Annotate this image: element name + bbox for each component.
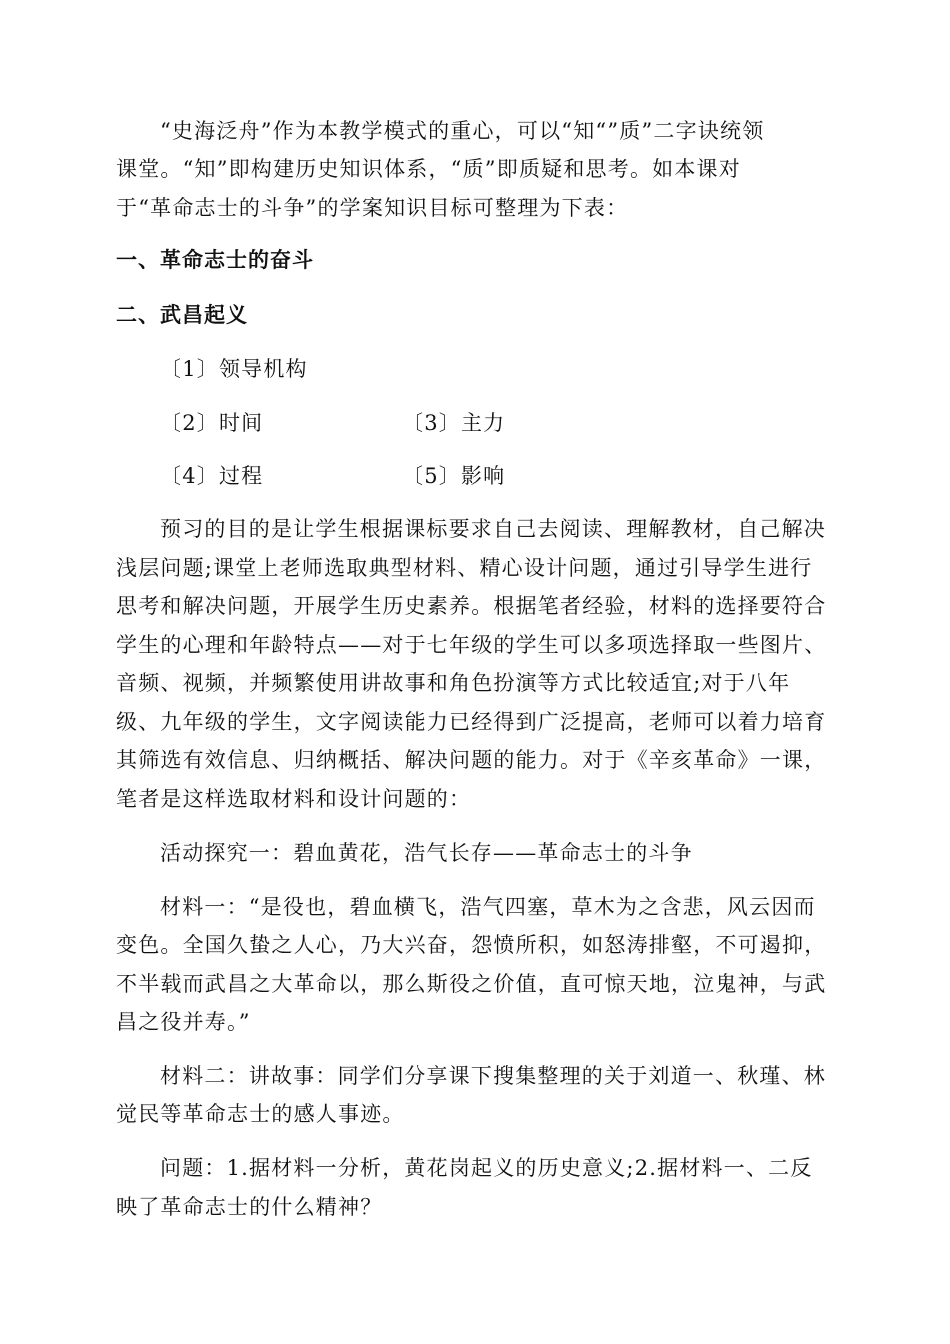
question-line: 问题：1.据材料一分析，黄花岗起义的历史意义;2.据材料一、二反 <box>160 1156 813 1180</box>
paragraph-intro-line: “史海泛舟”作为本教学模式的重心，可以“知“”质”二字诀统领 <box>160 119 765 143</box>
heading-wuchang-uprising: 二、武昌起义 <box>116 303 248 327</box>
paragraph-preview-line: 思考和解决问题，开展学生历史素养。根据笔者经验，材料的选择要符合 <box>116 594 827 618</box>
paragraph-preview-line: 预习的目的是让学生根据课标要求自己去阅读、理解教材，自己解决 <box>160 517 826 541</box>
material-one-line: 昌之役并寿。” <box>116 1010 251 1034</box>
heading-struggle: 一、革命志士的奋斗 <box>116 248 314 272</box>
paragraph-intro-line: 课堂。“知”即构建历史知识体系，“质”即质疑和思考。如本课对 <box>116 157 741 181</box>
paragraph-preview-line: 笔者是这样选取材料和设计问题的： <box>116 787 472 811</box>
paragraph-preview-line: 学生的心理和年龄特点——对于七年级的学生可以多项选择取一些图片、 <box>116 633 827 657</box>
paragraph-preview-line: 级、九年级的学生，文字阅读能力已经得到广泛提高，老师可以着力培育 <box>116 710 827 734</box>
material-one-line: 不半载而武昌之大革命以，那么斯役之价值，直可惊天地，泣鬼神，与武 <box>116 972 827 996</box>
paragraph-preview-line: 音频、视频，并频繁使用讲故事和角色扮演等方式比较适宜;对于八年 <box>116 671 791 695</box>
material-two-line: 材料二：讲故事：同学们分享课下搜集整理的关于刘道一、秋瑾、林 <box>160 1064 826 1088</box>
item-leadership: 〔1〕领导机构 <box>160 357 308 381</box>
activity-title: 活动探究一：碧血黄花，浩气长存——革命志士的斗争 <box>160 841 693 865</box>
question-line: 映了革命志士的什么精神？ <box>116 1195 383 1219</box>
item-main-force: 〔3〕主力 <box>402 411 506 435</box>
paragraph-preview-line: 浅层问题;课堂上老师选取典型材料、精心设计问题，通过引导学生进行 <box>116 556 813 580</box>
paragraph-intro-line: 于“革命志士的斗争”的学案知识目标可整理为下表： <box>116 196 629 220</box>
item-time: 〔2〕时间 <box>160 411 264 435</box>
paragraph-preview-line: 其筛选有效信息、归纳概括、解决问题的能力。对于《辛亥革命》一课， <box>116 748 827 772</box>
material-one-line: 变色。全国久蛰之人心，乃大兴奋，怨愤所积，如怒涛排壑，不可遏抑， <box>116 933 827 957</box>
item-process: 〔4〕过程 <box>160 464 264 488</box>
material-two-line: 觉民等革命志士的感人事迹。 <box>116 1102 405 1126</box>
item-impact: 〔5〕影响 <box>402 464 506 488</box>
material-one-line: 材料一：“是役也，碧血横飞，浩气四塞，草木为之含悲，风云因而 <box>160 895 816 919</box>
